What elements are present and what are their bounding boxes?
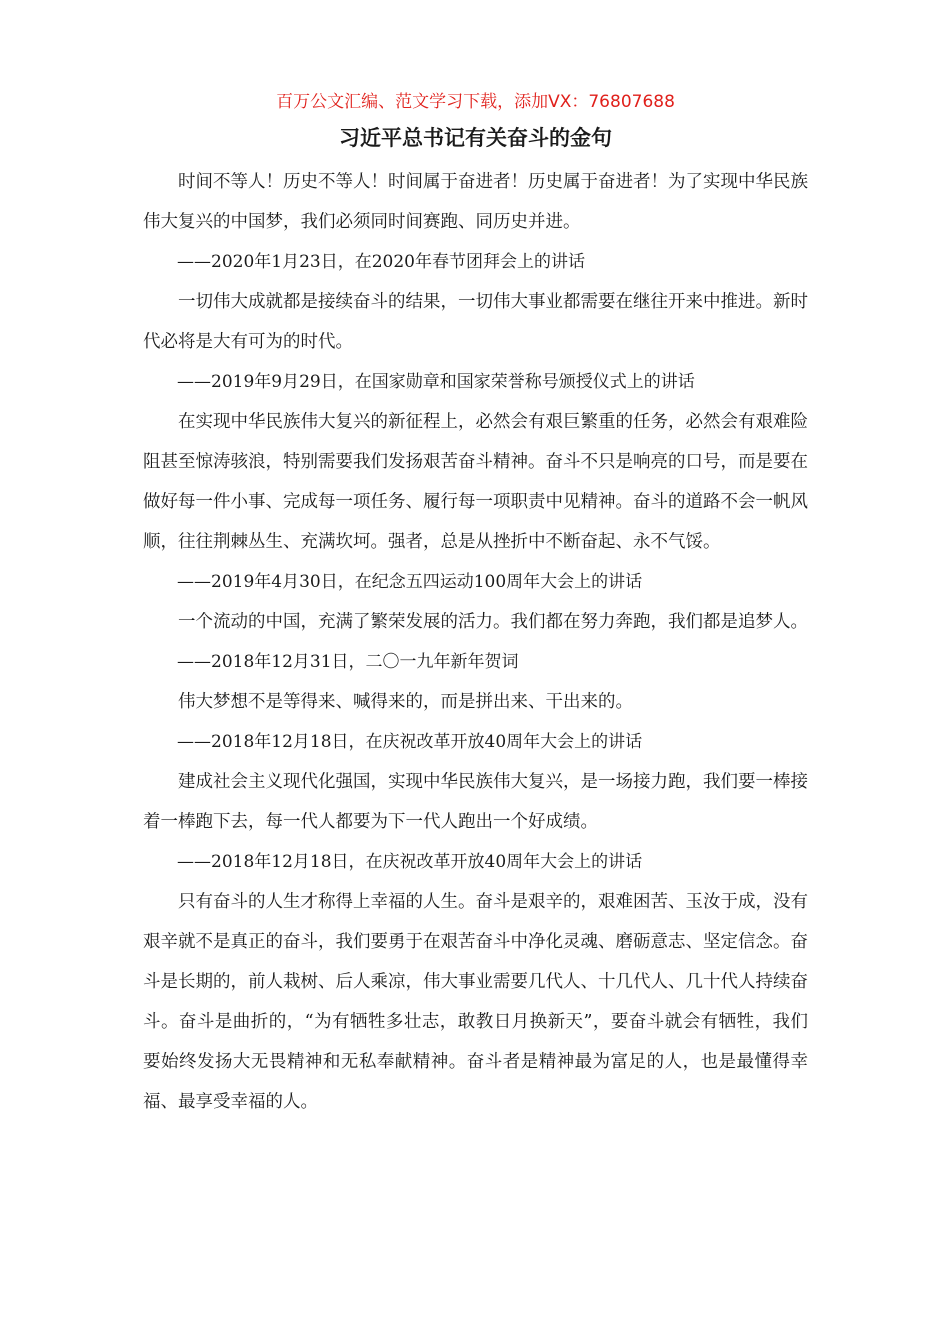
quote-paragraph: 一个流动的中国，充满了繁荣发展的活力。我们都在努力奔跑，我们都是追梦人。: [178, 612, 808, 632]
quote-paragraph: 一切伟大成就都是接续奋斗的结果，一切伟大事业都需要在继往开来中推进。新时代必将是大有可为的时代。: [143, 292, 808, 352]
quote-source: ——2018年12月18日，在庆祝改革开放40周年大会上的讲话: [177, 732, 643, 752]
quote-paragraph: 建成社会主义现代化强国，实现中华民族伟大复兴，是一场接力跑，我们要一棒接着一棒跑下去，每一代人都要为下一代人跑出一个好成绩。: [143, 772, 808, 832]
quote-source: ——2019年9月29日，在国家勋章和国家荣誉称号颁授仪式上的讲话: [177, 372, 695, 392]
document-page: [143, 86, 808, 1122]
header-banner: 百万公文汇编、范文学习下载，添加VX：76807688: [276, 92, 675, 112]
quote-source: ——2018年12月18日，在庆祝改革开放40周年大会上的讲话: [177, 852, 643, 872]
quote-paragraph: 伟大梦想不是等得来、喊得来的，而是拼出来、干出来的。: [178, 692, 633, 712]
quote-source: ——2020年1月23日，在2020年春节团拜会上的讲话: [177, 252, 585, 272]
document-title: 习近平总书记有关奋斗的金句: [339, 126, 612, 150]
quote-source: ——2018年12月31日，二〇一九年新年贺词: [177, 652, 519, 672]
quote-source: ——2019年4月30日，在纪念五四运动100周年大会上的讲话: [177, 572, 643, 592]
document-body: [143, 162, 808, 1122]
quote-paragraph: 只有奋斗的人生才称得上幸福的人生。奋斗是艰辛的，艰难困苦、玉汝于成，没有艰辛就不是真正的奋斗，我们要勇于在艰苦奋斗中净化灵魂、磨砺意志、坚定信念。奋斗是长期的，前人栽树、后人乘凉，伟大事业需要几代人、十几代人、几十代人持续奋斗。奋斗是曲折的，“为有牺牲多壮志，敢教日月换新天”，要奋斗就会有牺牲，我们要始终发扬大无畏精神和无私奉献精神。奋斗者是精神最为富足的人，也是最懂得幸福、最享受幸福的人。: [143, 892, 808, 1112]
quote-paragraph: 时间不等人！历史不等人！时间属于奋进者！历史属于奋进者！为了实现中华民族伟大复兴的中国梦，我们必须同时间赛跑、同历史并进。: [143, 172, 808, 232]
quote-paragraph: 在实现中华民族伟大复兴的新征程上，必然会有艰巨繁重的任务，必然会有艰难险阻甚至惊涛骇浪，特别需要我们发扬艰苦奋斗精神。奋斗不只是响亮的口号，而是要在做好每一件小事、完成每一项任务、履行每一项职责中见精神。奋斗的道路不会一帆风顺，往往荆棘丛生、充满坎坷。强者，总是从挫折中不断奋起、永不气馁。: [143, 412, 808, 552]
